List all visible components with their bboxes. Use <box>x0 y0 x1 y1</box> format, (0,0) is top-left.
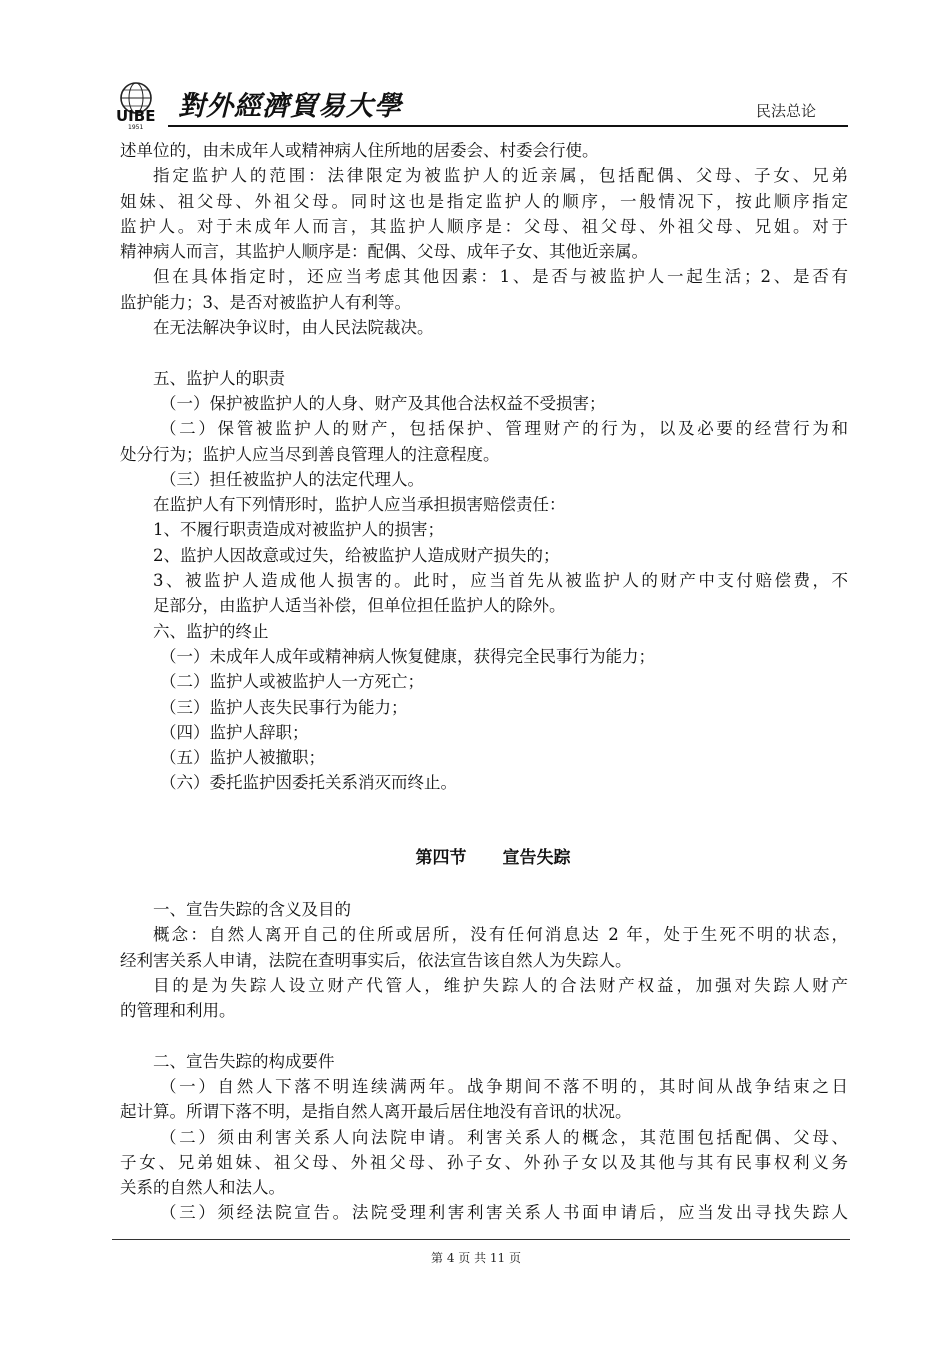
text-line: 的管理和利用。 <box>120 1001 236 1021</box>
text-line: 二、宣告失踪的构成要件 <box>153 1051 335 1071</box>
text-line: 起计算。所谓下落不明，是指自然人离开最后居住地没有音讯的状况。 <box>120 1102 632 1122</box>
text-line: 述单位的，由未成年人或精神病人住所地的居委会、村委会行使。 <box>120 141 599 160</box>
text-line: 3、被监护人造成他人损害的。此时，应当首先从被监护人的财产中支付赔偿费，不 <box>153 571 848 591</box>
text-line: 五、监护人的职责 <box>153 368 285 388</box>
text-line: 指定监护人的范围：法律限定为被监护人的近亲属，包括配偶、父母、子女、兄弟 <box>153 166 848 186</box>
university-name: 對外經濟貿易大學 <box>178 91 402 122</box>
text-line: 监护能力；3、是否对被监护人有利等。 <box>120 292 411 312</box>
text-line: （一）自然人下落不明连续满两年。战争期间不落不明的，其时间从战争结束之日 <box>160 1076 848 1096</box>
blank-line <box>120 796 848 821</box>
document-body <box>120 138 848 1226</box>
text-line: 但在具体指定时，还应当考虑其他因素：1、是否与被监护人一起生活；2、是否有 <box>153 267 848 287</box>
text-line: 姐妹、祖父母、外祖父母。同时这也是指定监护人的顺序，一般情况下，按此顺序指定 <box>120 191 848 211</box>
page-header <box>112 78 848 130</box>
section-name: 宣告失踪 <box>502 848 571 869</box>
text-line: 目的是为失踪人设立财产代管人，维护失踪人的合法财产权益，加强对失踪人财产 <box>153 975 848 995</box>
text-line: （六）委托监护因委托关系消灭而终止。 <box>160 773 457 793</box>
blank-line <box>120 1023 848 1048</box>
blank-line <box>120 340 848 365</box>
text-line: 精神病人而言，其监护人顺序是：配偶、父母、成年子女、其他近亲属。 <box>120 242 648 262</box>
header-divider <box>168 125 848 127</box>
text-line: 关系的自然人和法人。 <box>120 1178 285 1198</box>
text-line: 处分行为；监护人应当尽到善良管理人的注意程度。 <box>120 444 500 464</box>
text-line: （三）担任被监护人的法定代理人。 <box>160 469 424 489</box>
footer-divider <box>112 1239 850 1240</box>
text-line: （二）保管被监护人的财产，包括保护、管理财产的行为，以及必要的经营行为和 <box>160 419 848 439</box>
text-line: （三）须经法院宣告。法院受理利害利害关系人书面申请后，应当发出寻找失踪人 <box>160 1203 848 1223</box>
section-heading <box>120 846 848 871</box>
text-line: 子女、兄弟姐妹、祖父母、外祖父母、孙子女、外孙子女以及其他与其有民事权利义务 <box>120 1152 848 1172</box>
text-line: （二）须由利害关系人向法院申请。利害关系人的概念，其范围包括配偶、父母、 <box>160 1127 848 1147</box>
text-line: 1、不履行职责造成对被监护人的损害； <box>153 520 444 540</box>
university-logo <box>112 78 174 130</box>
text-line: 一、宣告失踪的含义及目的 <box>153 899 351 919</box>
text-line: （一）保护被监护人的人身、财产及其他合法权益不受损害； <box>160 393 606 413</box>
section-number: 第四节 <box>415 848 467 869</box>
text-line: 监护人。对于未成年人而言，其监护人顺序是：父母、祖父母、外祖父母、兄姐。对于 <box>120 216 848 236</box>
logo-text: UIBE <box>116 107 156 125</box>
text-line: 在无法解决争议时，由人民法院裁决。 <box>153 318 434 338</box>
blank-line <box>120 821 848 846</box>
text-line: 经利害关系人申请，法院在查明事实后，依法宣告该自然人为失踪人。 <box>120 950 632 970</box>
text-line: 在监护人有下列情形时，监护人应当承担损害赔偿责任： <box>153 495 566 515</box>
text-line: （二）监护人或被监护人一方死亡； <box>160 672 424 692</box>
text-line: （一）未成年人成年或精神病人恢复健康，获得完全民事行为能力； <box>160 646 655 666</box>
text-line: 足部分，由监护人适当补偿，但单位担任监护人的除外。 <box>153 596 566 616</box>
text-line: （三）监护人丧失民事行为能力； <box>160 697 408 717</box>
text-line: 2、监护人因故意或过失，给被监护人造成财产损失的； <box>153 545 560 565</box>
page-number: 第 4 页 共 11 页 <box>431 1251 521 1265</box>
text-line: 六、监护的终止 <box>153 621 269 641</box>
blank-line <box>120 872 848 897</box>
text-line: （五）监护人被撤职； <box>160 748 325 768</box>
logo-year: 1951 <box>128 124 144 130</box>
text-line: 概念：自然人离开自己的住所或居所，没有任何消息达 2 年，处于生死不明的状态， <box>153 925 848 945</box>
text-line: （四）监护人辞职； <box>160 722 309 742</box>
course-title: 民法总论 <box>755 102 816 120</box>
